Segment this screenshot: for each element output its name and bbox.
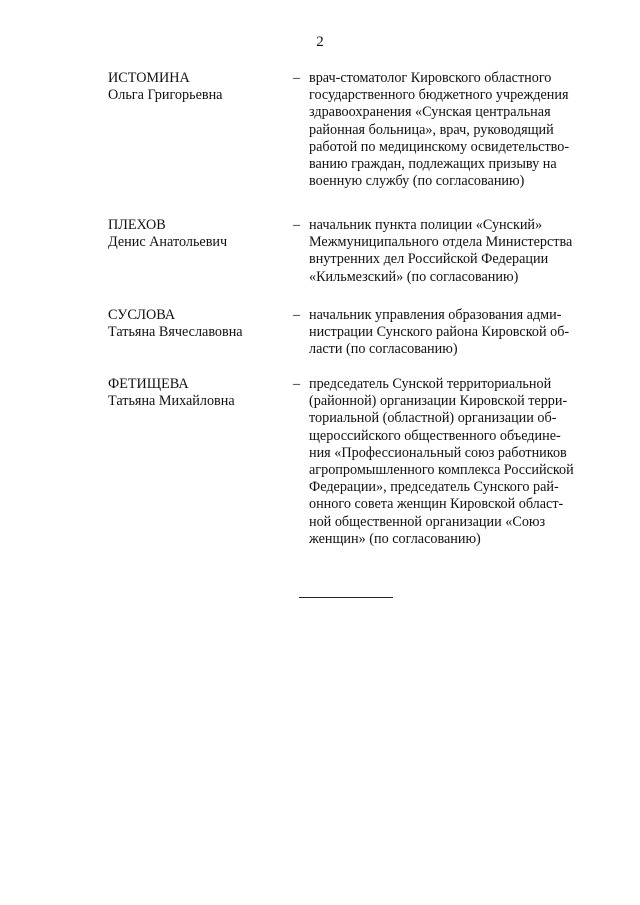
dash-separator: – bbox=[293, 217, 301, 233]
dash-separator: – bbox=[293, 70, 301, 86]
member-position: председатель Сунской территориальной (районной) организации Кировской терри- ториальной (областной) организации об- щероссийского общественного объедине- ния «Профессиональный союз работников агропромышленного комплекса Российской Федерации», председатель Сунского рай- онного совета женщин Кировской област- ной общественной организации «Союз женщин» (по согласованию) bbox=[309, 376, 574, 547]
member-name bbox=[108, 70, 283, 104]
member-given-names: Ольга Григорьевна bbox=[108, 87, 223, 103]
member-surname: СУСЛОВА bbox=[108, 307, 176, 323]
member-name bbox=[108, 307, 283, 341]
member-surname: ПЛЕХОВ bbox=[108, 217, 166, 233]
member-surname: ФЕТИЩЕВА bbox=[108, 376, 189, 392]
dash-separator: – bbox=[293, 307, 301, 323]
end-of-list-rule bbox=[299, 597, 393, 598]
member-position: начальник пункта полиции «Сунский» Межмуниципального отдела Министерства внутренних дел Российской Федерации «Кильмезский» (по согласованию) bbox=[309, 217, 573, 285]
page-number: 2 bbox=[316, 34, 324, 50]
member-surname: ИСТОМИНА bbox=[108, 70, 190, 86]
member-position: начальник управления образования адми- нистрации Сунского района Кировской об- ласти (по согласованию) bbox=[309, 307, 570, 358]
member-given-names: Денис Анатольевич bbox=[108, 234, 228, 250]
member-position: врач-стоматолог Кировского областного государственного бюджетного учреждения здравоохранения «Сунская центральная районная больница», врач, руководящий работой по медицинскому освидетельство- ванию граждан, подлежащих призыву на военную службу (по согласованию) bbox=[309, 70, 570, 190]
dash-separator: – bbox=[293, 376, 301, 392]
member-name bbox=[108, 376, 283, 410]
member-given-names: Татьяна Вячеславовна bbox=[108, 324, 243, 340]
member-name bbox=[108, 217, 283, 251]
member-given-names: Татьяна Михайловна bbox=[108, 393, 235, 409]
